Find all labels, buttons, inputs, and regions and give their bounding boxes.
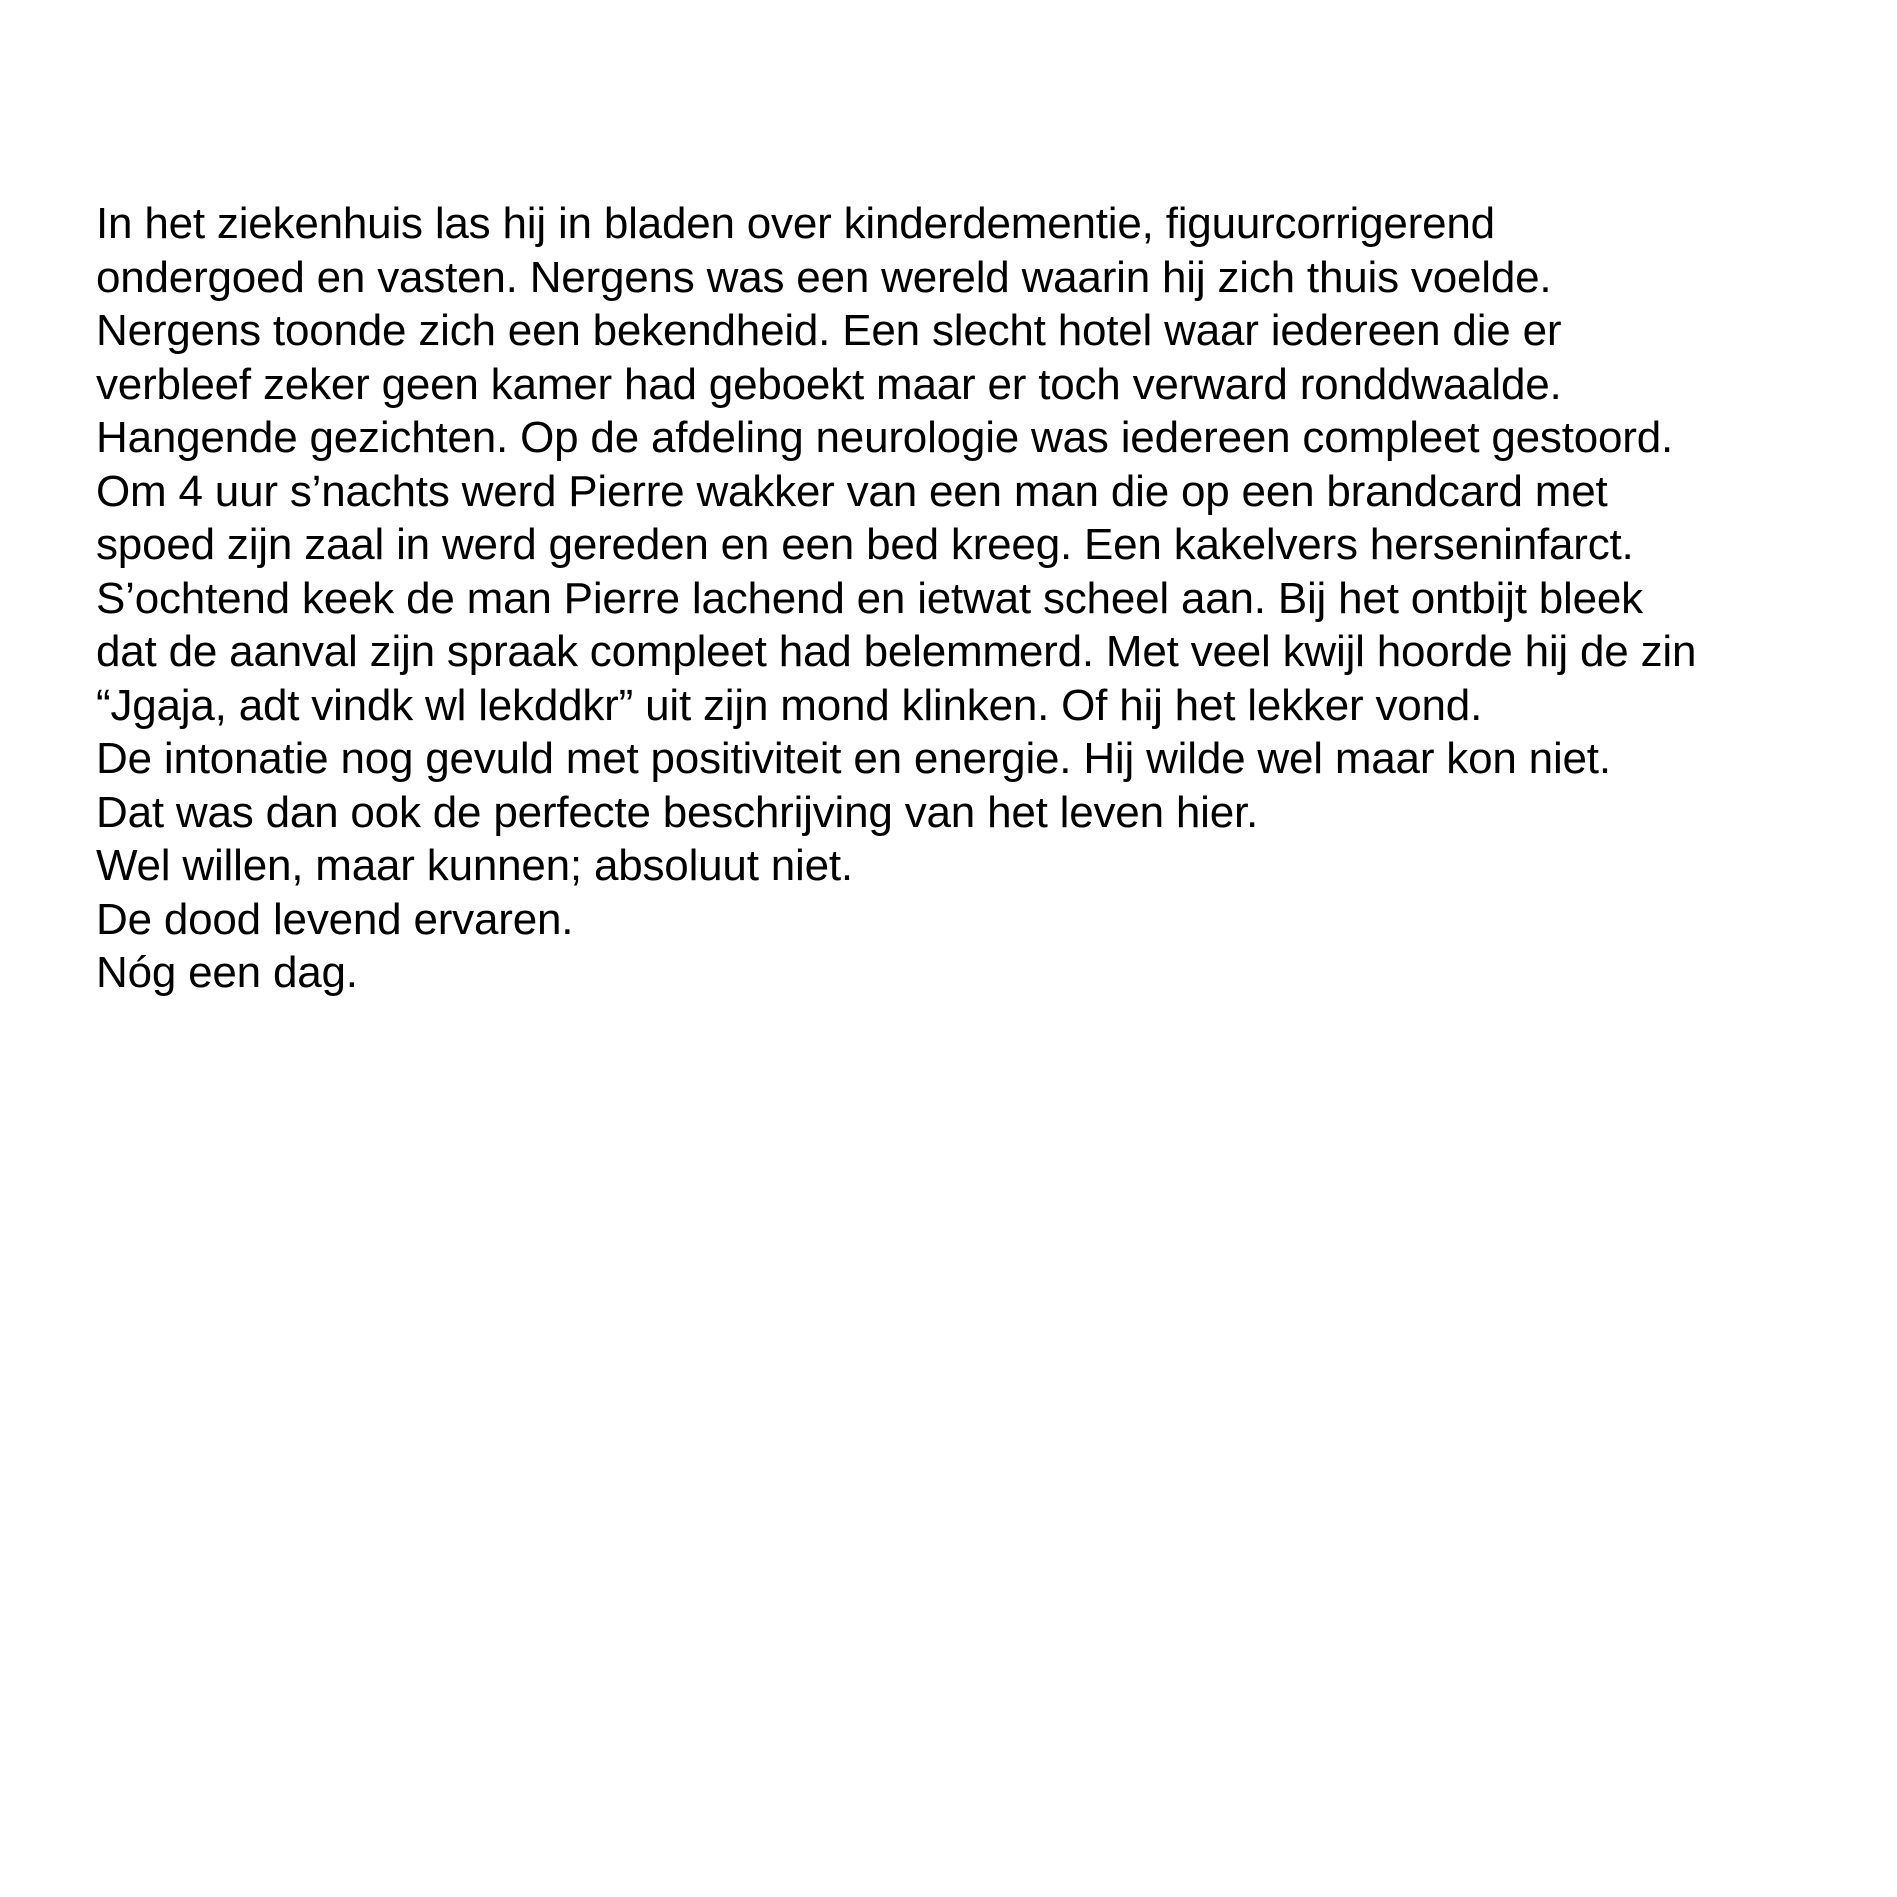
text-line: Hangende gezichten. Op de afdeling neurologie was iedereen compleet gestoord.	[96, 413, 1674, 462]
text-line: Wel willen, maar kunnen; absoluut niet.	[96, 841, 853, 890]
text-line: ondergoed en vasten. Nergens was een wereld waarin hij zich thuis voelde.	[96, 252, 1552, 302]
text-line: Dat was dan ook de perfecte beschrijving van het leven hier.	[96, 787, 1259, 837]
text-line: Nergens toonde zich een bekendheid. Een slecht hotel waar iedereen die er	[96, 306, 1562, 355]
story-text	[96, 197, 1876, 1000]
text-line: In het ziekenhuis las hij in bladen over kinderdementie, figuurcorrigerend	[96, 199, 1495, 248]
text-line: De intonatie nog gevuld met positiviteit en energie. Hij wilde wel maar kon niet.	[96, 734, 1611, 783]
text-line: verbleef zeker geen kamer had geboekt maar er toch verward ronddwaalde.	[96, 359, 1562, 409]
text-line: Nóg een dag.	[96, 948, 358, 997]
text-line: spoed zijn zaal in werd gereden en een bed kreeg. Een kakelvers herseninfarct.	[96, 520, 1634, 569]
text-line: De dood levend ervaren.	[96, 894, 574, 944]
text-line: Om 4 uur s’nachts werd Pierre wakker van een man die op een brandcard met	[96, 466, 1608, 516]
text-line: “Jgaja, adt vindk wl lekddkr” uit zijn mond klinken. Of hij het lekker vond.	[96, 680, 1483, 730]
text-line: dat de aanval zijn spraak compleet had belemmerd. Met veel kwijl hoorde hij de zin	[96, 627, 1697, 676]
text-line: S’ochtend keek de man Pierre lachend en ietwat scheel aan. Bij het ontbijt bleek	[96, 573, 1643, 623]
